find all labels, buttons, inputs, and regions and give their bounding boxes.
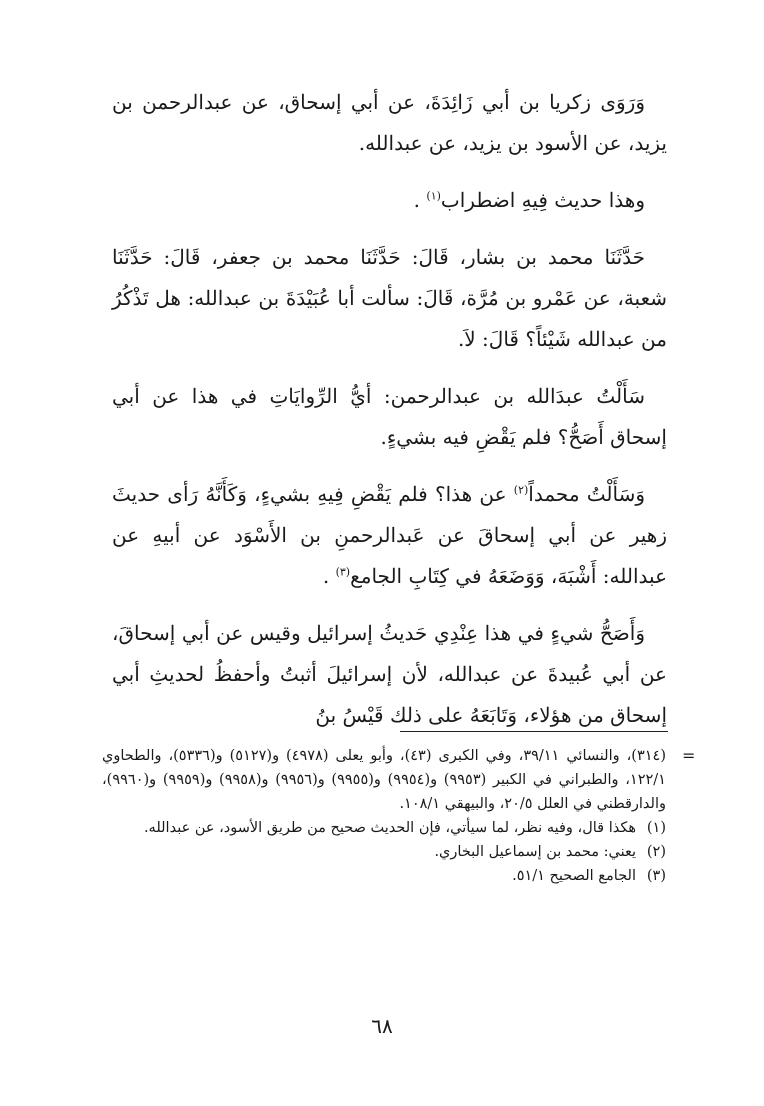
footnote-ref-1: (١) [426, 189, 441, 203]
footnote-text: هكذا قال، وفيه نظر، لما سيأتي، فإن الحديث صحيح من طريق الأسود، عن عبدالله. [143, 820, 636, 836]
paragraph-2-text: وهذا حديث فِيهِ اضطراب [440, 188, 645, 212]
footnote-continuation-mark: = [682, 746, 696, 765]
footnote-2 [102, 840, 666, 864]
footnote-ref-2: (٢) [513, 483, 529, 497]
page-number: ٦٨ [371, 1014, 393, 1038]
paragraph-5-end: . [322, 564, 336, 588]
paragraph-4: سَأَلْتُ عبدَالله بن عبدالرحمن: أيُّ الرِّوايَاتِ في هذا عن أبي إسحاق أَصَحُّ؟ فلم يَقْضِ فيه بشيءٍ. [112, 384, 667, 449]
footnote-text: يعني: محمد بن إسماعيل البخاري. [434, 844, 636, 860]
paragraph-5-start: وَسَأَلْتُ محمداً [528, 482, 645, 506]
footnote-ref-3: (٣) [335, 565, 351, 579]
paragraph-6: وَأَصَحُّ شيءٍ في هذا عِنْدِي حَديثُ إسرائيل وقيس عن أبي إسحاقَ، عن أبي عُبيدةَ عن عبدالله، لأن إسرائيلَ أثبتُ وأحفظُ لحديثِ أبي إسحاق من هؤلاء، وَتَابَعَهُ على ذلك قَيْسُ بنُ [112, 621, 667, 727]
footnote-text: الجامع الصحيح ٥١/١. [512, 868, 636, 884]
paragraph-2-end: . [413, 188, 427, 212]
footnote-divider [400, 731, 668, 732]
paragraph-1: وَرَوَى زكريا بن أبي زَائِدَةَ، عن أبي إسحاق، عن عبدالرحمن بن يزيد، عن الأسود بن يزيد، عن عبدالله. [112, 90, 667, 155]
footnote-3 [102, 864, 666, 888]
footnote-1 [102, 816, 666, 840]
main-text [112, 82, 667, 736]
footnote-number: (٣) [646, 868, 666, 884]
footnote-number: (٢) [646, 844, 666, 860]
paragraph-5-middle: عن هذا؟ فلم يَقْضِ فِيهِ بشيءٍ، وَكَأَنَّهُ رَأى حديثَ زهير عن أبي إسحاقَ عن عَبدالرحمنِ بن الأَسْوَد عن أبيهِ عن عبدالله: أَشْبَهَ، وَوَضَعَهُ في كِتَابِ الجامع [112, 482, 667, 588]
footnote-continuation: (٣١٤)، والنسائي ٣٩/١١، وفي الكبرى (٤٣)، وأبو يعلى (٤٩٧٨) و(٥١٢٧) و(٥٣٣٦)، والطحاوي ١٢٢/١، والطبراني في الكبير (٩٩٥٣) و(٩٩٥٤) و(٩٩٥٥) و(٩٩٥٦) و(٩٩٥٨) و(٩٩٥٩) و(٩٩٦٠)، والدارقطني في العلل ٢٠/٥، والبيهقي ١٠٨/١. [102, 748, 666, 812]
paragraph-5 [112, 474, 667, 597]
paragraph-3: حَدَّثَنَا محمد بن بشار، قَالَ: حَدَّثَنَا محمد بن جعفر، قَالَ: حَدَّثَنَا شعبة، عن عَمْرو بن مُرَّة، قَالَ: سألت أبا عُبَيْدَةَ بن عبدالله: هل تَذْكُرُ من عبدالله شَيْئاً؟ قَالَ: لاَ. [112, 245, 667, 351]
paragraph-2 [112, 180, 667, 221]
footnotes [102, 744, 666, 888]
footnote-number: (١) [646, 820, 666, 836]
